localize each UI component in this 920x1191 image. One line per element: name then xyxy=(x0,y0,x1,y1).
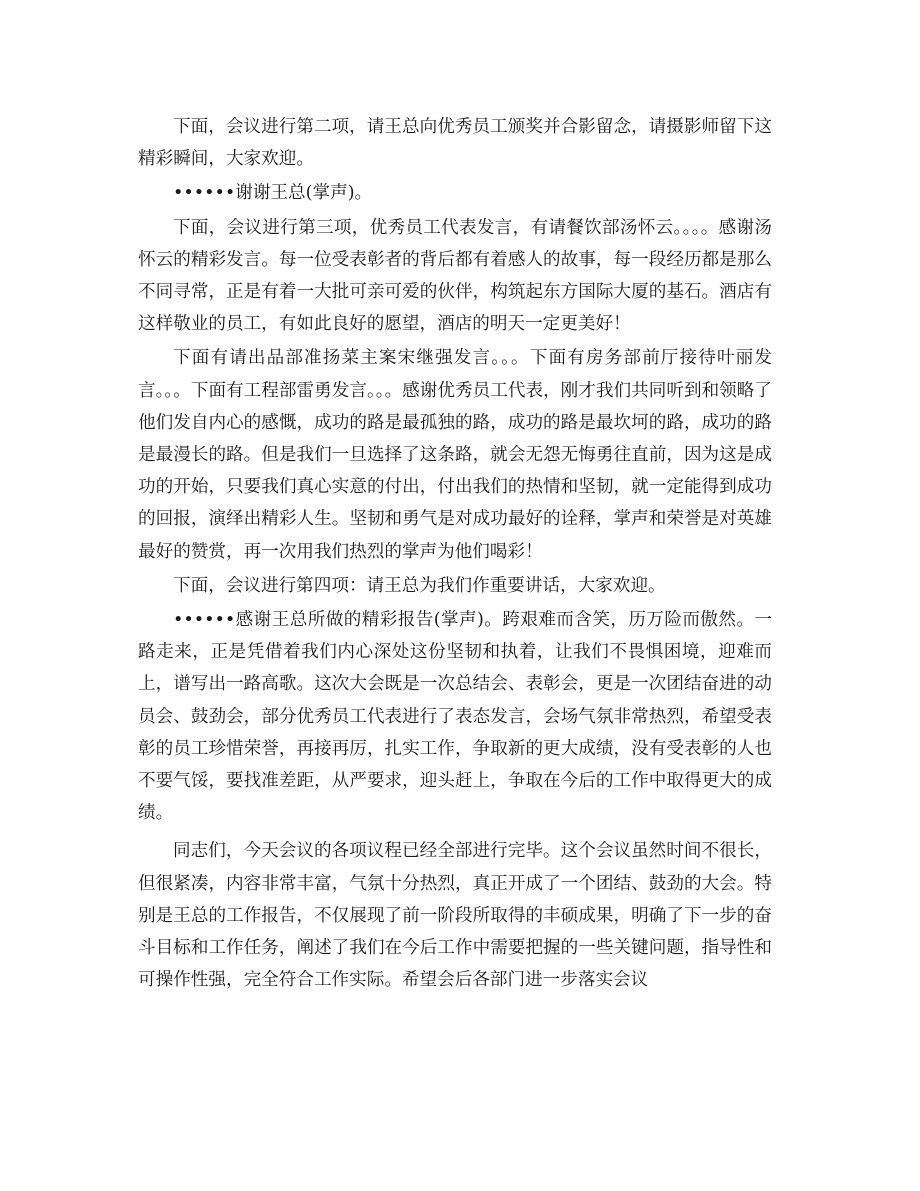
paragraph-important-speech: 下面，会议进行第四项：请王总为我们作重要讲话，大家欢迎。 xyxy=(173,575,666,596)
paragraph-thanks-applause: ••••••谢谢王总(掌声)。 xyxy=(173,183,373,204)
document-body xyxy=(138,111,772,996)
paragraph-closing: 同志们，今天会议的各项议程已经全部进行完毕。这个会议虽然时间不很长，但很紧凑，内容非常丰富，气氛十分热烈，真正开成了一个团结、鼓劲的大会。特别是王总的工作报告，不仅展现了前一阶段所取得的丰硕成果，明确了下一步的奋斗目标和工作任务，阐述了我们在今后工作中需要把握的一些关键问题，指导性和可操作性强，完全符合工作实际。希望会后各部门进一步落实会议 xyxy=(138,841,772,991)
paragraph-award-ceremony: 下面，会议进行第二项，请王总向优秀员工颁奖并合影留念，请摄影师留下这精彩瞬间，大家欢迎。 xyxy=(138,117,772,170)
paragraph-employee-speech: 下面，会议进行第三项，优秀员工代表发言，有请餐饮部汤怀云。。。。感谢汤怀云的精彩发言。每一位受表彰者的背后都有着感人的故事，每一段经历都是那么不同寻常，正是有着一大批可亲可爱的伙伴，构筑起东方国际大厦的基石。酒店有这样敬业的员工，有如此良好的愿望，酒店的明天一定更美好！ xyxy=(138,217,772,335)
paragraph-representatives: 下面有请出品部准扬菜主案宋继强发言。。。下面有房务部前厅接待叶丽发言。。。下面有工程部雷勇发言。。。感谢优秀员工代表，刚才我们共同听到和领略了他们发自内心的感慨，成功的路是最孤独的路，成功的路是最坎坷的路，成功的路是最漫长的路。但是我们一旦选择了这条路，就会无怨无悔勇往直前，因为这是成功的开始，只要我们真心实意的付出，付出我们的热情和坚韧，就一定能得到成功的回报，演绎出精彩人生。坚韧和勇气是对成功最好的诠释，掌声和荣誉是对英雄最好的赞赏，再一次用我们热烈的掌声为他们喝彩！ xyxy=(138,348,772,562)
paragraph-report-thanks: ••••••感谢王总所做的精彩报告(掌声)。跨艰难而含笑，历万险而傲然。一路走来，正是凭借着我们内心深处这份坚韧和执着，让我们不畏惧困境，迎难而上，谱写出一路高歌。这次大会既是一次总结会、表彰会，更是一次团结奋进的动员会、鼓劲会，部分优秀员工代表进行了表态发言，会场气氛非常热烈，希望受表彰的员工珍惜荣誉，再接再厉，扎实工作，争取新的更大成绩，没有受表彰的人也不要气馁，要找准差距，从严要求，迎头赶上，争取在今后的工作中取得更大的成绩。 xyxy=(138,610,772,824)
